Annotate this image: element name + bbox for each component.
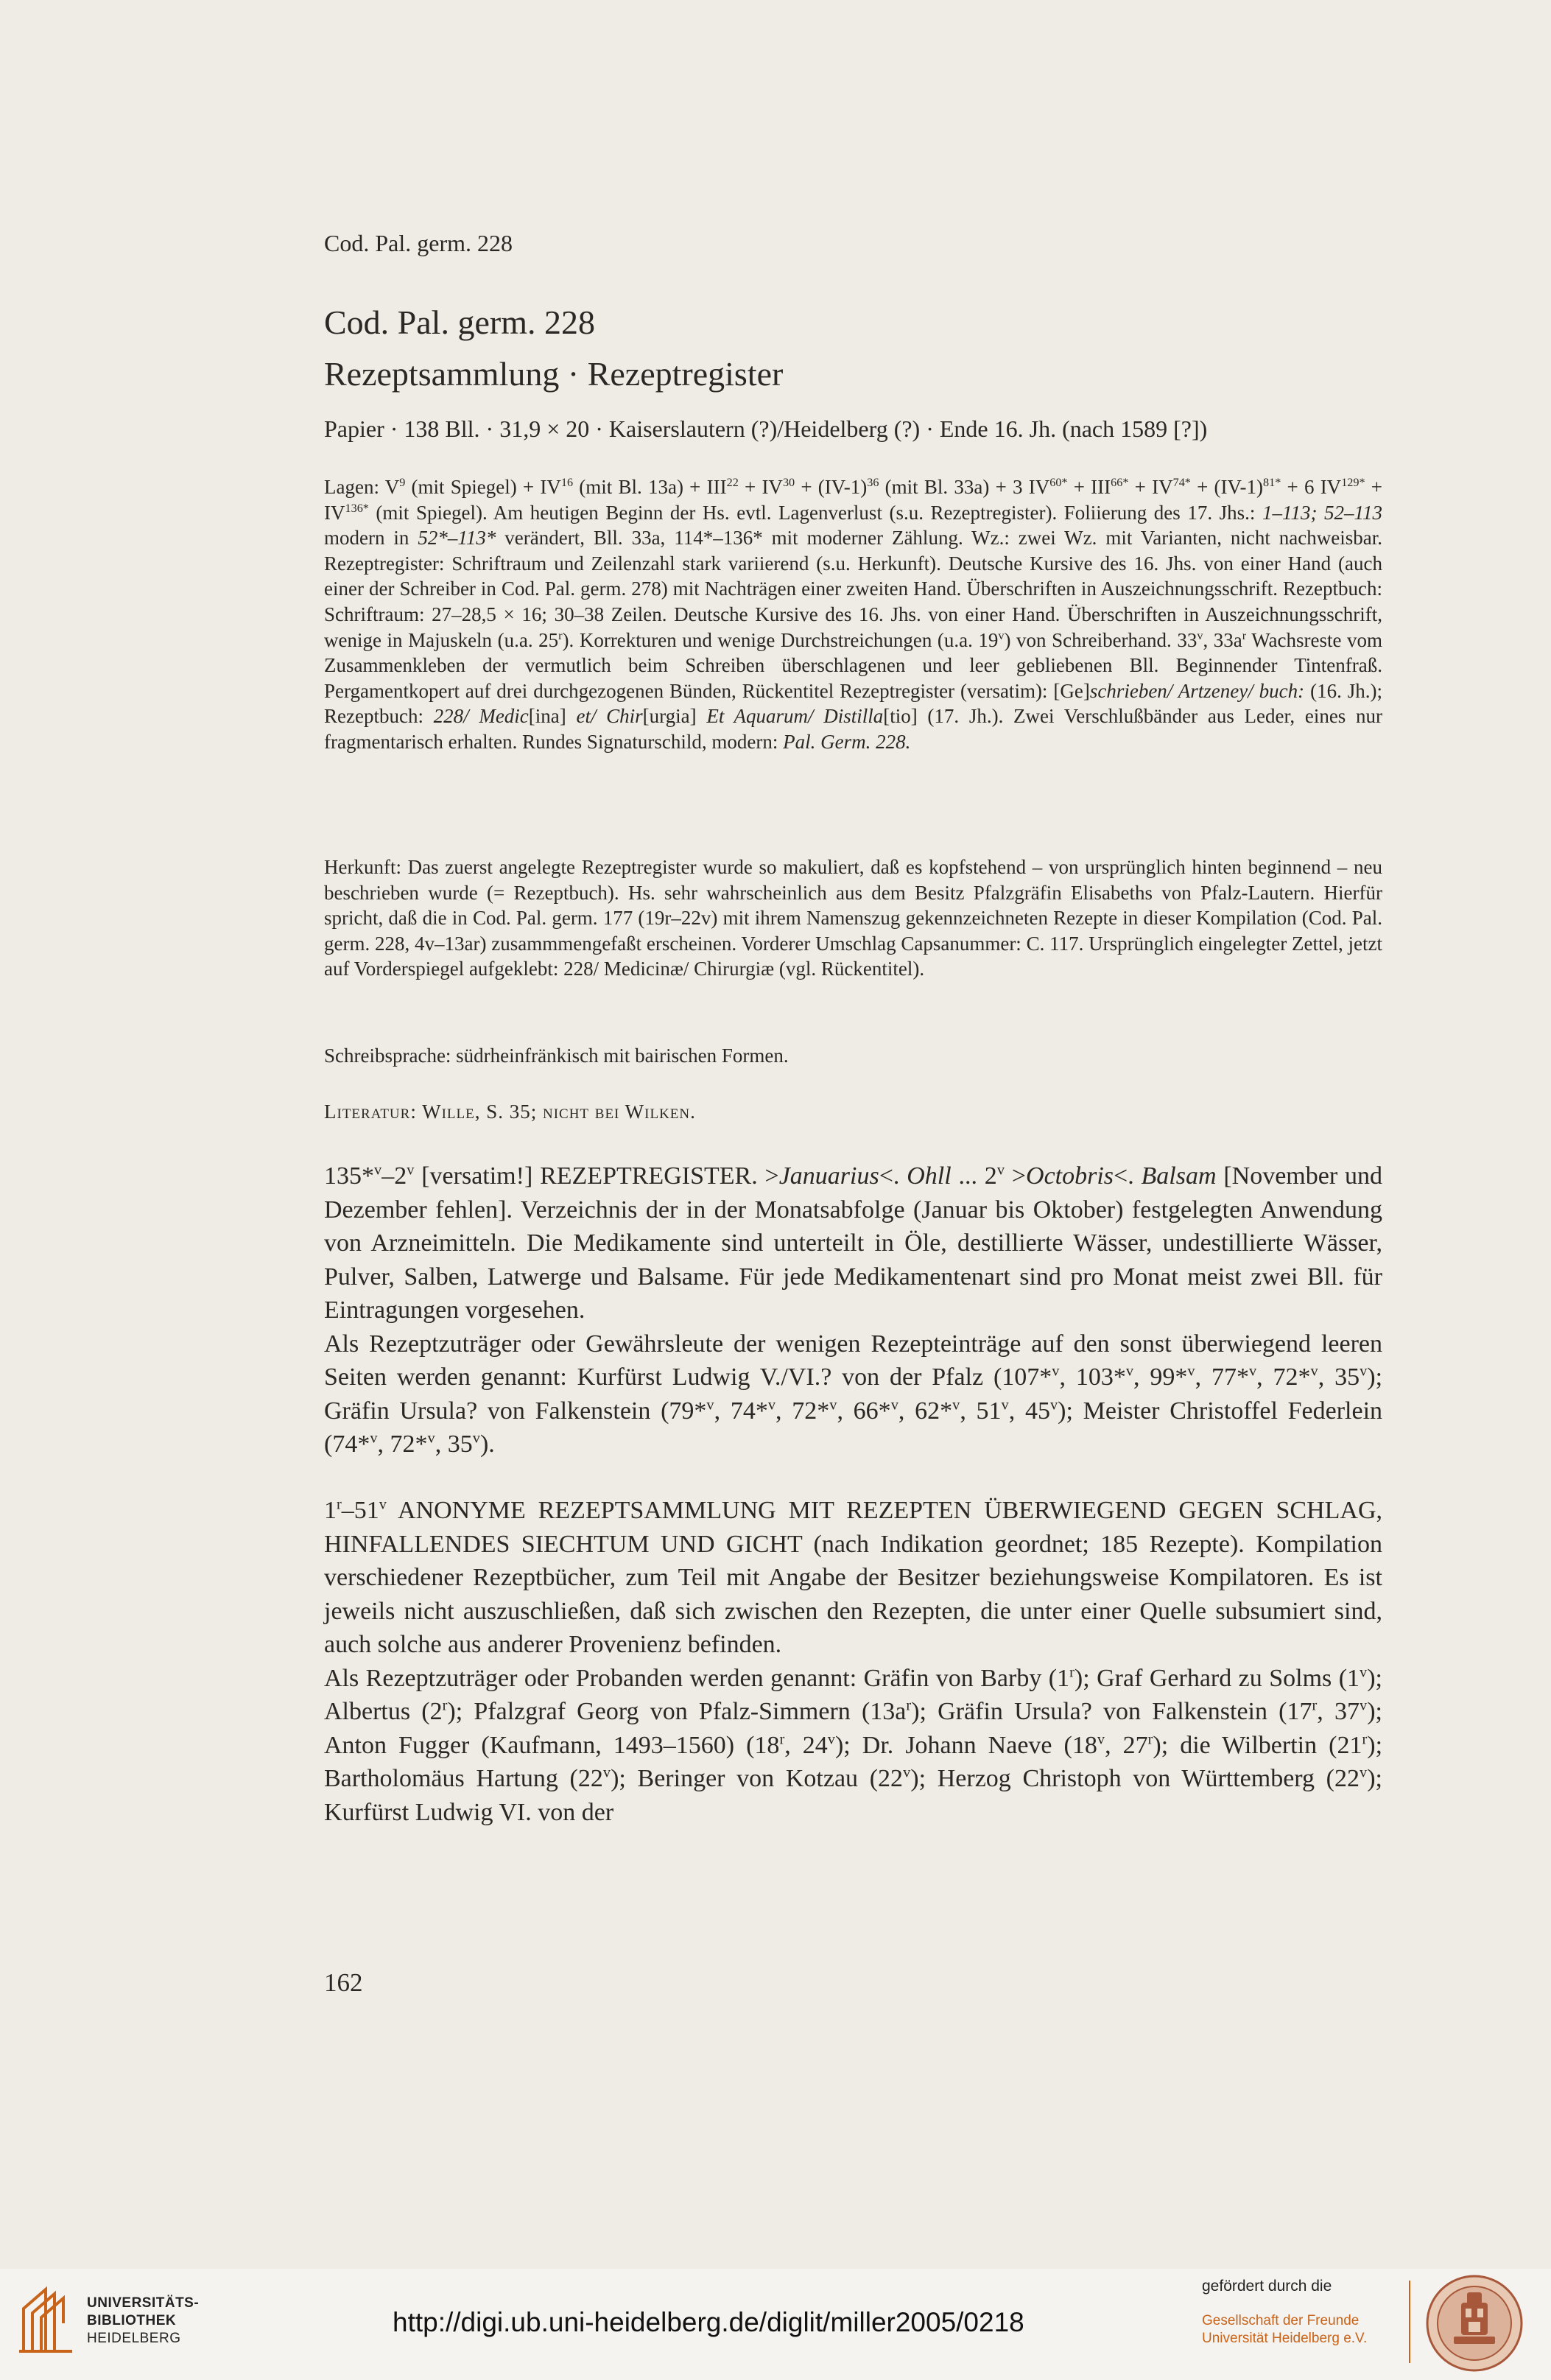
sponsor-divider bbox=[1409, 2281, 1410, 2363]
library-name-line1: UNIVERSITÄTS- bbox=[87, 2295, 200, 2311]
sponsor-name-line1: Gesellschaft der Freunde bbox=[1202, 2313, 1360, 2328]
university-seal-icon bbox=[1424, 2273, 1524, 2373]
sponsor-name-line2: Universität Heidelberg e.V. bbox=[1202, 2331, 1368, 2346]
library-logo-icon bbox=[16, 2279, 78, 2356]
lagen-paragraph: Lagen: $V^9$ (mit Spiegel) + $IV^{16}$ (mit Bl. $13a) + III^{22} + IV^{30} + (IV-1)^{36}$ (mit Bl. 33a) + 3 $IV^{60*} + III^{66*} + IV^{74*} + (IV-1)^{81*} + 6$ $IV^{129*} + IV^{136*}$ (mit Spiegel). Am heutigen Beginn der Hs. evtl. Lagenverlust (s.u. Rezeptregister). Foliierung des 17. Jhs.: 1–113; 52–113 modern in 52*–113* verändert, Bll. 33a, 114*–136* mit moderner Zählung. Wz.: zwei Wz. mit Varianten, nicht nachweisbar. Rezeptregister: Schriftraum und Zeilenzahl stark variierend (s.u. Herkunft). Deutsche Kursive des 16. Jhs. von einer Hand (auch einer der Schreiber in Cod. Pal. germ. 278) mit Nachträgen einer zweiten Hand. Überschriften in Auszeichnungsschrift. Rezeptbuch: Schriftraum: 27–28,5 × 16; 30–38 Zeilen. Deutsche Kursive des 16. Jhs. von einer Hand. Überschriften in Auszeichnungsschrift, wenige in Majuskeln (u.a. 25$^r$). Korrekturen und wenige Durchstreichungen (u.a. 19$^v$) von Schreiberhand. 33$^v$, $33a^r$ Wachsreste vom Zusammenkleben der vermutlich beim Schreiben überschlagenen und leer gebliebenen Bll. Beginnender Tintenfraß. Pergamentkopert auf drei durchgezogenen Bünden, Rückentitel Rezeptregister (versatim): [Ge]schrieben/ Artzeney/ buch: (16. Jh.); Rezeptbuch: 228/ Medic[ina] et/ Chir[urgia] Et Aquarum/ Distilla[tio] (17. Jh.). Zwei Verschlußbänder aus Leder, eines nur fragmentarisch erhalten. Rundes Signaturschild, modern: Pal. Germ. 228. bbox=[324, 476, 1383, 753]
herkunft-text: Herkunft: Das zuerst angelegte Rezeptregister wurde so makuliert, daß es kopfstehend – von ursprünglich hinten beginnend – neu beschrieben wurde (= Rezeptbuch). Hs. sehr wahrscheinlich aus dem Besitz Pfalzgräfin Elisabeths von Pfalz-Lautern. Hierfür spricht, daß die in Cod. Pal. germ. 177 (19r–22v) mit ihrem Namenszug gekennzeichneten Rezepte in dieser Kompilation (Cod. Pal. germ. 228, 4v–13ar) zusammmengefaßt erscheinen. Vorderer Umschlag Capsanummer: C. 117. Ursprünglich eingelegter Zettel, jetzt auf Vorderspiegel aufgeklebt: 228/ Medicinæ/ Chirurgiæ (vgl. Rückentitel). bbox=[324, 856, 1382, 980]
library-name-line3: HEIDELBERG bbox=[87, 2331, 181, 2346]
sponsor-intro: gefördert durch die bbox=[1202, 2278, 1332, 2295]
library-name-line2: BIBLIOTHEK bbox=[87, 2313, 177, 2328]
literatur-line: Literatur: Wille, S. 35; nicht bei Wilken. bbox=[324, 1101, 696, 1123]
section-rezeptregister: 135*$^v$–2$^v$ [versatim!] REZEPTREGISTER. >Januarius<. Ohll ... $2^v$ >Octobris<. Balsam [November und Dezember fehlen]. Verzeichnis der in der Monatsabfolge (Januar bis Oktober) festgelegten Anwendung von Arzneimitteln. Die Medikamente sind unterteilt in Öle, destillierte Wässer, undestillierte Wässer, Pulver, Salben, Latwerge und Balsame. Für jede Medikamentenart sind pro Monat meist zwei Bll. für Eintragungen vorgesehen. Als Rezeptzuträger oder Gewährsleute der wenigen Rezepteinträge auf den sonst überwiegend leeren Seiten werden genannt: Kurfürst Ludwig V./VI.? von der Pfalz (107*$^v$, 103*$^v$, 99*$^v$, 77*$^v$, 72*$^v$, 35$^v$); Gräfin Ursula? von Falkenstein (79*$^v$, 74*$^v$, 72*$^v$, 66*$^v$, 62*$^v$, 51$^v$, 45$^v$); Meister Christoffel Federlein (74*$^v$, 72*$^v$, 35$^v$). bbox=[324, 1162, 1383, 1458]
herkunft-paragraph bbox=[324, 854, 1382, 982]
catalog-subtitle: Rezeptsammlung · Rezeptregister bbox=[324, 355, 784, 393]
catalog-title: Cod. Pal. germ. 228 bbox=[324, 303, 595, 341]
digital-url-link[interactable]: http://digi.ub.uni-heidelberg.de/diglit/miller2005/0218 bbox=[393, 2307, 1024, 2337]
physical-description: Papier · 138 Bll. · 31,9 × 20 · Kaiserslautern (?)/Heidelberg (?) · Ende 16. Jh. (nach 1589 [?]) bbox=[324, 415, 1208, 442]
page-number: 162 bbox=[324, 1968, 363, 1997]
schreibsprache-line: Schreibsprache: südrheinfränkisch mit bairischen Formen. bbox=[324, 1045, 789, 1067]
section-rezeptsammlung: 1$^r$–51$^v$ ANONYME REZEPTSAMMLUNG MIT REZEPTEN ÜBERWIEGEND GEGEN SCHLAG, HINFALLENDES SIECHTUM UND GICHT (nach Indikation geordnet; 185 Rezepte). Kompilation verschiedener Rezeptbücher, zum Teil mit Angabe der Besitzer beziehungsweise Kompilatoren. Es ist jeweils nicht auszuschließen, daß sich zwischen den Rezepten, die unter einer Quelle subsumiert sind, auch solche aus anderer Provenienz befinden. Als Rezeptzuträger oder Probanden werden genannt: Gräfin von Barby (1$^r$); Graf Gerhard zu Solms (1$^v$); Albertus (2$^r$); Pfalzgraf Georg von Pfalz-Simmern $(13a^r)$; Gräfin Ursula? von Falkenstein (17$^r$, 37$^v$); Anton Fugger (Kaufmann, 1493–1560) (18$^r$, 24$^v$); Dr. Johann Naeve (18$^v$, 27$^r$); die Wilbertin (21$^r$); Bartholomäus Hartung (22$^v$); Beringer von Kotzau (22$^v$); Herzog Christoph von Württemberg (22$^v$); Kurfürst Ludwig VI. von der bbox=[324, 1496, 1383, 1826]
footer-bar bbox=[0, 2269, 1551, 2380]
running-head: Cod. Pal. germ. 228 bbox=[324, 230, 513, 256]
